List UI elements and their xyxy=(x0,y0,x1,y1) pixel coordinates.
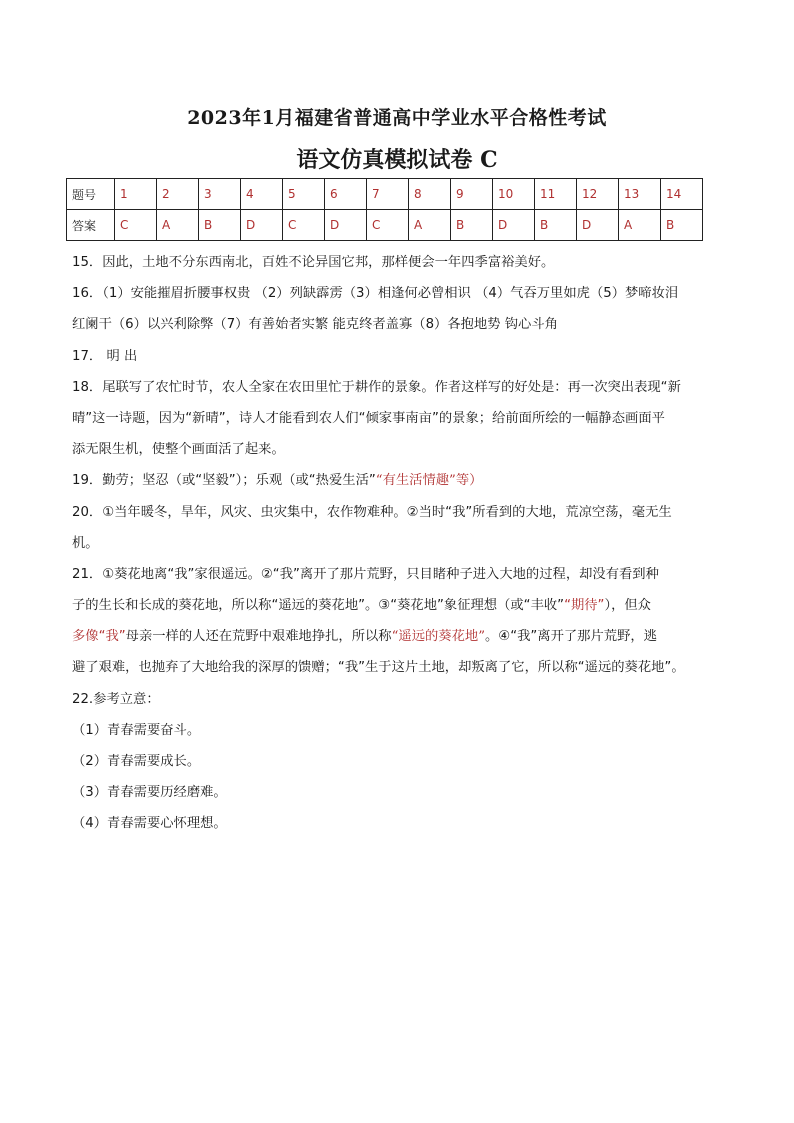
question-number: 13 xyxy=(619,179,661,210)
answer-19 xyxy=(72,465,752,496)
answer-cell: D xyxy=(325,210,367,241)
question-number: 5 xyxy=(283,179,325,210)
answer-cell: C xyxy=(115,210,157,241)
answer-table xyxy=(66,178,703,241)
answer-21-text: 子的生长和长成的葵花地，所以称“遥远的葵花地”。③“葵花地”象征理想（或“丰收” xyxy=(72,598,565,614)
answer-15: 15．因此，土地不分东西南北，百姓不论异国它邦，那样便会一年四季富裕美好。 xyxy=(72,255,555,270)
answer-18-line1: 18．尾联写了农忙时节，农人全家在农田里忙于耕作的景象。作者这样写的好处是：再一次突出表现“新 xyxy=(72,379,681,395)
exam-subtitle: 语文仿真模拟试卷 C xyxy=(296,147,498,173)
answer-21-line1: 21．①葵花地离“我”家很遥远。②“我”离开了那片荒野，只目睹种子进入大地的过程，却没有看到种 xyxy=(72,566,659,582)
question-number: 2 xyxy=(157,179,199,210)
answer-cell: A xyxy=(157,210,199,241)
answer-21-line2 xyxy=(72,590,752,621)
answer-22-item: （3）青春需要历经磨难。 xyxy=(72,785,227,801)
answer-cell: D xyxy=(493,210,535,241)
question-number: 1 xyxy=(115,179,157,210)
answer-20-line2: 机。 xyxy=(72,535,99,551)
question-number: 4 xyxy=(241,179,283,210)
answer-21-text: 母亲一样的人还在荒野中艰难地挣扎，所以称 xyxy=(125,629,392,645)
answer-18-line2: 晴”这一诗题，因为“新晴”，诗人才能看到农人们“倾家事南亩”的景象；给前面所绘的一幅静态画面平 xyxy=(72,410,665,426)
answer-cell: A xyxy=(619,210,661,241)
answer-19-alt: “有生活情趣”等） xyxy=(375,473,483,489)
answer-row xyxy=(67,210,703,241)
answer-21-highlight: 多像“我” xyxy=(72,629,126,645)
answer-cell: C xyxy=(283,210,325,241)
answer-cell: D xyxy=(241,210,283,241)
answer-cell: D xyxy=(577,210,619,241)
answer-22-heading: 22.参考立意： xyxy=(72,691,160,707)
answer-21-text-end: 。④“我”离开了那片荒野，逃 xyxy=(485,629,657,645)
answer-17: 17． 明 出 xyxy=(72,348,138,364)
answer-cell: B xyxy=(535,210,577,241)
exam-title: 2023年1月福建省普通高中学业水平合格性考试 xyxy=(187,107,607,129)
answer-16-line1: 16．（1）安能摧眉折腰事权贵 （2）列缺霹雳（3）相逢何必曾相识 （4）气吞万里如虎（5）梦啼妆泪 xyxy=(72,286,679,302)
answer-21-line3 xyxy=(72,621,752,652)
question-number: 9 xyxy=(451,179,493,210)
question-number: 7 xyxy=(367,179,409,210)
question-number: 10 xyxy=(493,179,535,210)
answer-body xyxy=(72,247,752,840)
answer-19-text: 19．勤劳；坚忍（或“坚毅”）；乐观（或“热爱生活” xyxy=(72,473,376,489)
question-number: 6 xyxy=(325,179,367,210)
answer-cell: C xyxy=(367,210,409,241)
answer-21-text-end: ），但众 xyxy=(604,598,651,614)
answer-cell: B xyxy=(451,210,493,241)
question-number: 8 xyxy=(409,179,451,210)
question-number-row xyxy=(67,179,703,210)
answer-18-line3: 添无限生机，使整个画面活了起来。 xyxy=(72,442,285,458)
answer-22-item: （2）青春需要成长。 xyxy=(72,754,201,769)
answer-cell: B xyxy=(661,210,703,241)
question-number: 3 xyxy=(199,179,241,210)
answer-cell: B xyxy=(199,210,241,241)
question-number: 11 xyxy=(535,179,577,210)
question-number: 14 xyxy=(661,179,703,210)
answer-21-highlight: “遥远的葵花地” xyxy=(391,629,485,645)
answer-21-line4: 避了艰难，也抛弃了大地给我的深厚的馈赠；“我”生于这片土地，却叛离了它，所以称“遥远的葵花地”。 xyxy=(72,660,685,676)
answer-22-item: （1）青春需要奋斗。 xyxy=(72,722,201,738)
row-label-answer: 答案 xyxy=(67,210,115,241)
answer-22-item: （4）青春需要心怀理想。 xyxy=(72,816,227,832)
answer-21-alt: “期待” xyxy=(564,598,605,614)
answer-20-line1: 20．①当年暖冬，旱年，风灾、虫灾集中，农作物难种。②当时“我”所看到的大地，荒凉空荡，毫无生 xyxy=(72,504,672,520)
answer-cell: A xyxy=(409,210,451,241)
question-number: 12 xyxy=(577,179,619,210)
row-label-question: 题号 xyxy=(67,179,115,210)
answer-16-line2: 红阑干（6）以兴利除弊（7）有善始者实繁 能克终者盖寡（8）各抱地势 钩心斗角 xyxy=(72,317,558,333)
